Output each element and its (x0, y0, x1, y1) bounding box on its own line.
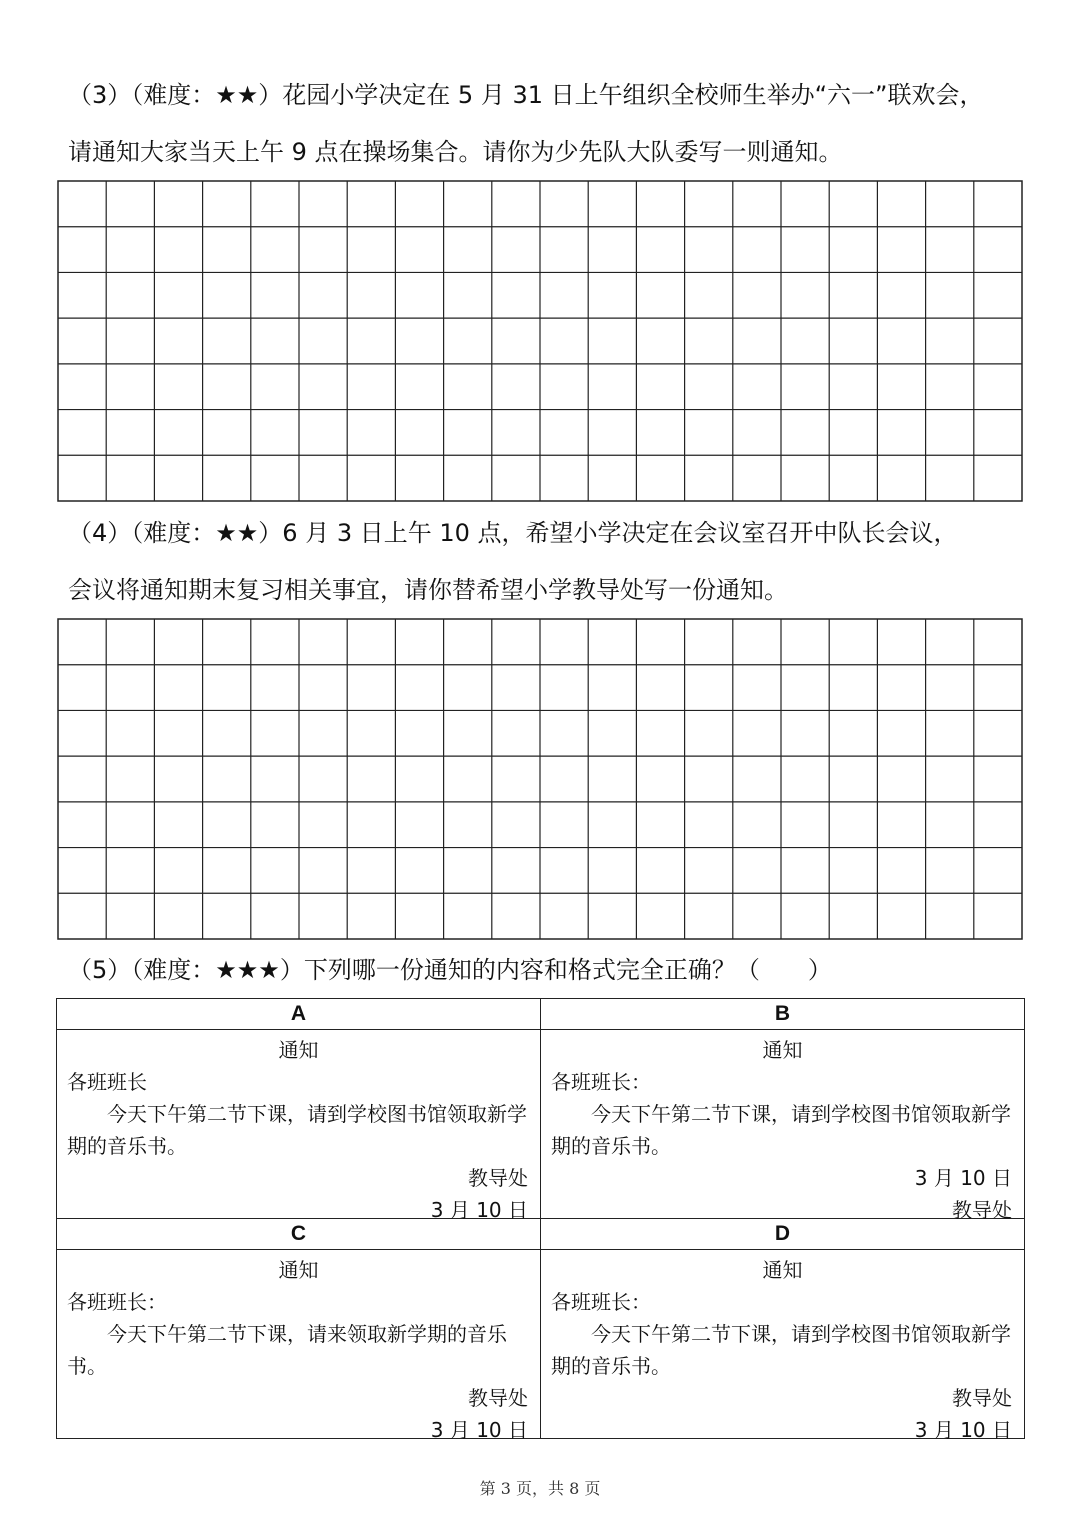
option-a-card[interactable] (57, 1030, 541, 1222)
option-c-card[interactable] (57, 1250, 541, 1442)
q3-line2: 请通知大家当天上午 9 点在操场集合。请你为少先队大队委写一则通知。 (68, 138, 843, 166)
option-d-card[interactable] (541, 1250, 1025, 1442)
q4-grid-svg (57, 618, 1023, 940)
option-d-sign2: 3 月 10 日 (914, 1418, 1012, 1442)
option-a-label[interactable]: A (57, 999, 541, 1030)
option-c-title: 通知 (278, 1258, 319, 1282)
option-c-body: 今天下午第二节下课，请来领取新学期的音乐书。 (67, 1322, 507, 1378)
option-a-title: 通知 (278, 1038, 319, 1062)
option-b-sign1: 3 月 10 日 (914, 1166, 1012, 1190)
option-a-sign1: 教导处 (468, 1166, 528, 1190)
option-c-sign2: 3 月 10 日 (430, 1418, 528, 1442)
option-d-sign1: 教导处 (952, 1386, 1012, 1410)
option-b-body: 今天下午第二节下课，请到学校图书馆领取新学期的音乐书。 (551, 1102, 1011, 1158)
option-b-sign2: 教导处 (952, 1198, 1012, 1222)
option-d-label[interactable]: D (541, 1219, 1025, 1250)
option-a-greeting: 各班班长 (67, 1070, 147, 1094)
q4-line1: （4）（难度：★★）6 月 3 日上午 10 点，希望小学决定在会议室召开中队长会议， (68, 519, 958, 547)
q4-line2: 会议将通知期末复习相关事宜，请你替希望小学教导处写一份通知。 (68, 576, 788, 604)
option-a-sign2: 3 月 10 日 (430, 1198, 528, 1222)
option-b-card[interactable] (541, 1030, 1025, 1222)
option-b-label[interactable]: B (541, 999, 1025, 1030)
q3-writing-grid[interactable] (57, 180, 1023, 502)
q5-line1: （5）（难度：★★★）下列哪一份通知的内容和格式完全正确？（ ） (68, 956, 832, 984)
page-footer: 第 3 页，共 8 页 (479, 1479, 601, 1498)
q4-writing-grid[interactable] (57, 618, 1023, 940)
option-d-greeting: 各班班长： (551, 1290, 651, 1314)
option-c-greeting: 各班班长： (67, 1290, 167, 1314)
options-table (56, 998, 1025, 1442)
option-c-sign1: 教导处 (468, 1386, 528, 1410)
option-d-title: 通知 (762, 1258, 803, 1282)
q3-grid-svg (57, 180, 1023, 502)
option-c-label[interactable]: C (57, 1219, 541, 1250)
option-b-greeting: 各班班长： (551, 1070, 651, 1094)
option-a-body: 今天下午第二节下课，请到学校图书馆领取新学期的音乐书。 (67, 1102, 527, 1158)
q3-line1: （3）（难度：★★）花园小学决定在 5 月 31 日上午组织全校师生举办“六一”联欢会， (68, 81, 984, 109)
option-d-body: 今天下午第二节下课，请到学校图书馆领取新学期的音乐书。 (551, 1322, 1011, 1378)
option-b-title: 通知 (762, 1038, 803, 1062)
